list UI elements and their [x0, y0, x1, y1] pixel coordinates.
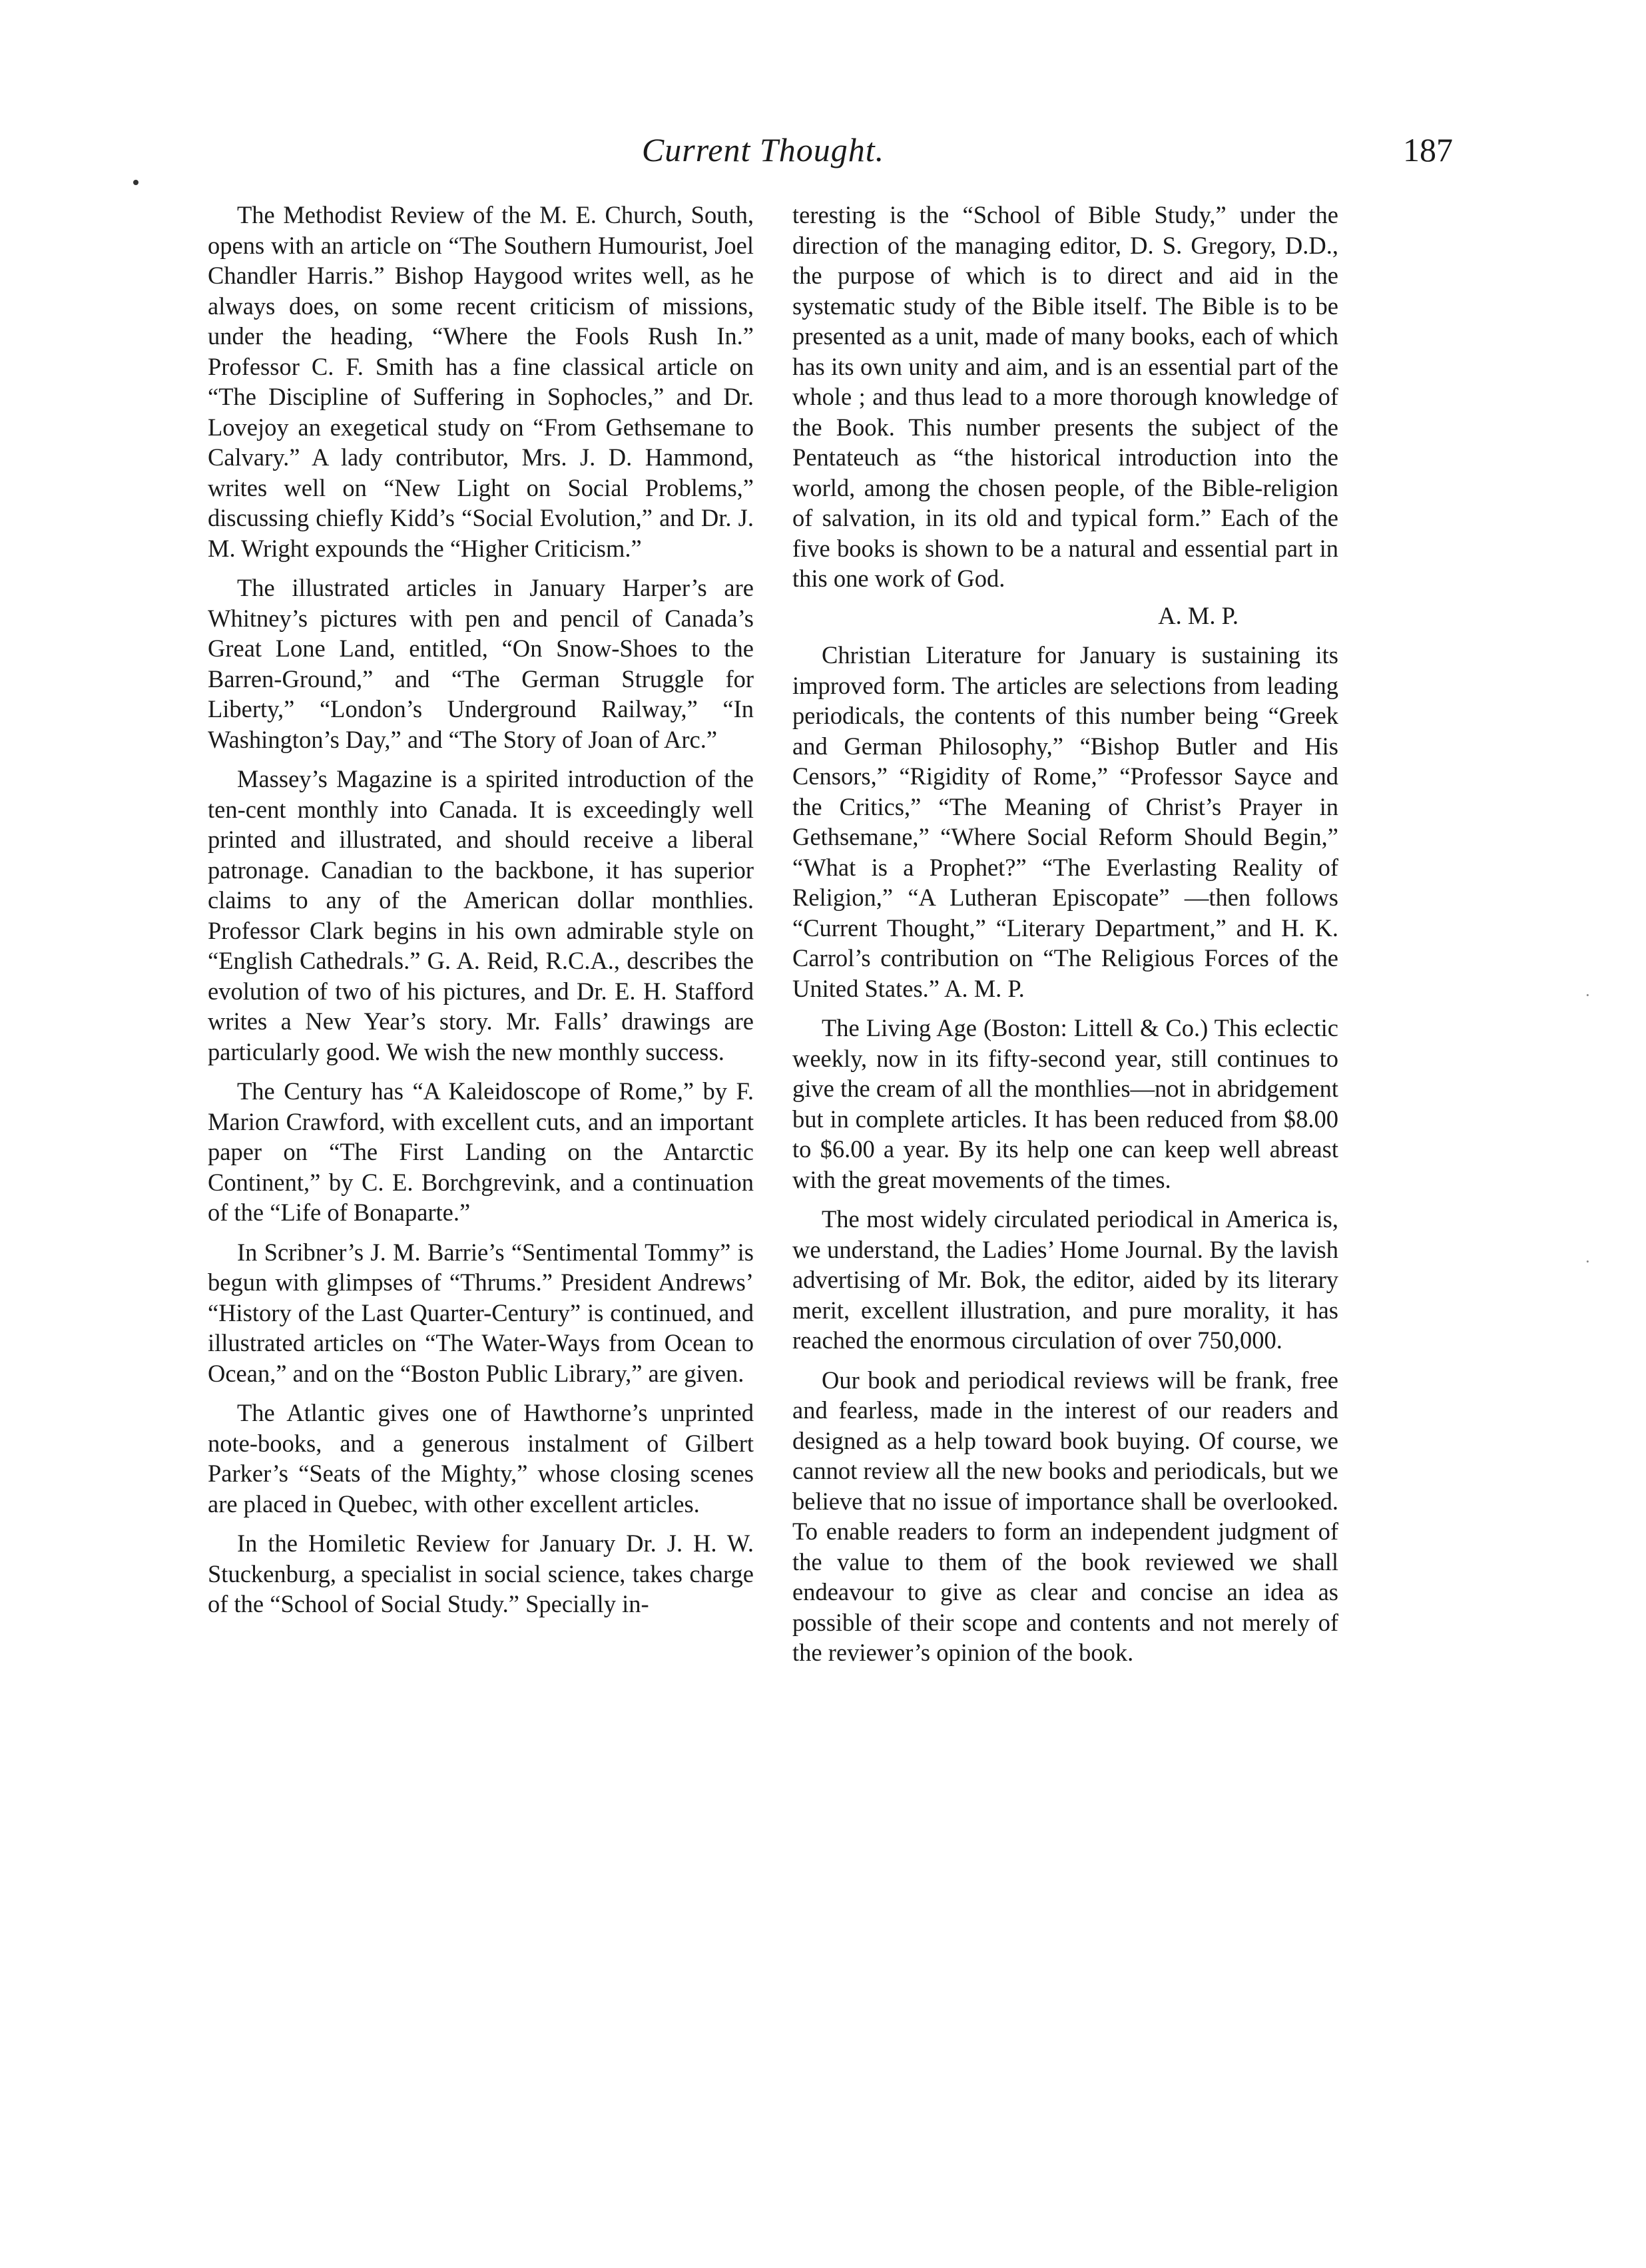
- paragraph-bible-study: teresting is the “School of Bible Study,” under the direction of the managing editor, D. S. Gregory, D.D., the purpose of which is to direct and aid in the systematic study of the Bible itself. The Bible is to be presented as a unit, made of many books, each of which has its own unity and aim, and is an essential part of the whole ; and thus lead to a more thorough knowledge of the Book. This number presents the subject of the Pentateuch as “the historical introduction into the world, among the chosen people, of the Bible-religion of salvation, in its old and typical form.” Each of the five books is shown to be a natural and essential part in this one work of God.: [792, 201, 1338, 592]
- left-column: [208, 200, 754, 1629]
- page-number: 187: [1403, 131, 1453, 168]
- margin-speck: ·: [1585, 986, 1591, 1005]
- paragraph-reviews-policy: Our book and periodical reviews will be frank, free and fearless, made in the interest of our readers and designed as a help toward book buying. Of course, we cannot review all the new books and periodicals, but we believe that no issue of importance shall be overlooked. To enable readers to form an independent judgment of the value to them of the book reviewed we shall endeavour to give as clear and concise an idea as possible of their scope and contents and not merely of the reviewer’s opinion of the book.: [792, 1366, 1338, 1666]
- paragraph-homiletic-review: In the Homiletic Review for January Dr. J. H. W. Stuckenburg, a specialist in social science, takes charge of the “School of Social Study.” Specially in-: [208, 1530, 754, 1617]
- paragraph-methodist-review: The Methodist Review of the M. E. Church, South, opens with an article on “The Southern Humourist, Joel Chandler Harris.” Bishop Haygood writes well, as he always does, on some recent criticism of missions, under the heading, “Where the Fools Rush In.” Professor C. F. Smith has a fine classical article on “The Discipline of Suffering in Sophocles,” and Dr. Lovejoy an exegetical study on “From Gethsemane to Calvary.” A lady contributor, Mrs. J. D. Hammond, writes well on “New Light on Social Problems,” discussing chiefly Kidd’s “Social Evolution,” and Dr. J. M. Wright expounds the “Higher Criticism.”: [208, 201, 754, 562]
- running-title: Current Thought.: [641, 131, 885, 168]
- paragraph-christian-literature: Christian Literature for January is sustaining its improved form. The articles are selections from leading periodicals, the contents of this number being “Greek and German Philosophy,” “Bishop Butler and His Censors,” “Rigidity of Rome,” “Professor Sayce and the Critics,” “The Meaning of Christ’s Prayer in Gethsemane,” “Where Social Reform Should Begin,” “What is a Prophet?” “The Everlasting Reality of Religion,” “A Lutheran Episcopate” —then follows “Current Thought,” “Literary Department,” and H. K. Carrol’s contribution on “The Religious Forces of the United States.” A. M. P.: [792, 641, 1338, 1002]
- right-column: [792, 200, 1338, 1677]
- paragraph-living-age: The Living Age (Boston: Littell & Co.) This eclectic weekly, now in its fifty-second year, still continues to give the cream of all the monthlies—not in abridgement but in complete articles. It has been reduced from $8.00 to $6.00 a year. By its help one can keep well abreast with the great movements of the times.: [792, 1014, 1338, 1193]
- paragraph-ladies-home-journal: The most widely circulated periodical in America is, we understand, the Ladies’ Home Journal. By the lavish advertising of Mr. Bok, the editor, aided by its literary merit, excellent illustration, and pure morality, it has reached the enormous circulation of over 750,000.: [792, 1205, 1338, 1354]
- signature-initials: A. M. P.: [1158, 601, 1238, 629]
- paragraph-masseys-magazine: Massey’s Magazine is a spirited introduction of the ten-cent monthly into Canada. It is exceedingly well printed and illustrated, and should receive a liberal patronage. Canadian to the backbone, it has superior claims to any of the American dollar monthlies. Professor Clark begins in his own admirable style on “English Cathedrals.” G. A. Reid, R.C.A., describes the evolution of two of his pictures, and Dr. E. H. Stafford writes a New Year’s story. Mr. Falls’ drawings are particularly good. We wish the new monthly success.: [208, 765, 754, 1065]
- margin-speck: ·: [1585, 1252, 1591, 1271]
- paragraph-scribners: In Scribner’s J. M. Barrie’s “Sentimental Tommy” is begun with glimpses of “Thrums.” President Andrews’ “History of the Last Quarter-Century” is continued, and illustrated articles on “The Water-Ways from Ocean to Ocean,” and on the “Boston Public Library,” are given.: [208, 1238, 754, 1387]
- paragraph-harpers: The illustrated articles in January Harper’s are Whitney’s pictures with pen and pencil of Canada’s Great Lone Land, entitled, “On Snow-Shoes to the Barren-Ground,” and “The German Struggle for Liberty,” “London’s Underground Railway,” “In Washington’s Day,” and “The Story of Joan of Arc.”: [208, 574, 754, 753]
- margin-dot: [133, 180, 138, 185]
- paragraph-atlantic: The Atlantic gives one of Hawthorne’s unprinted note-books, and a generous instalment of Gilbert Parker’s “Seats of the Mighty,” whose closing scenes are placed in Quebec, with other excellent articles.: [208, 1399, 754, 1518]
- running-head: [173, 131, 1453, 177]
- paragraph-century: The Century has “A Kaleidoscope of Rome,” by F. Marion Crawford, with excellent cuts, and an important paper on “The First Landing on the Antarctic Continent,” by C. E. Borchgrevink, and a continuation of the “Life of Bonaparte.”: [208, 1077, 754, 1226]
